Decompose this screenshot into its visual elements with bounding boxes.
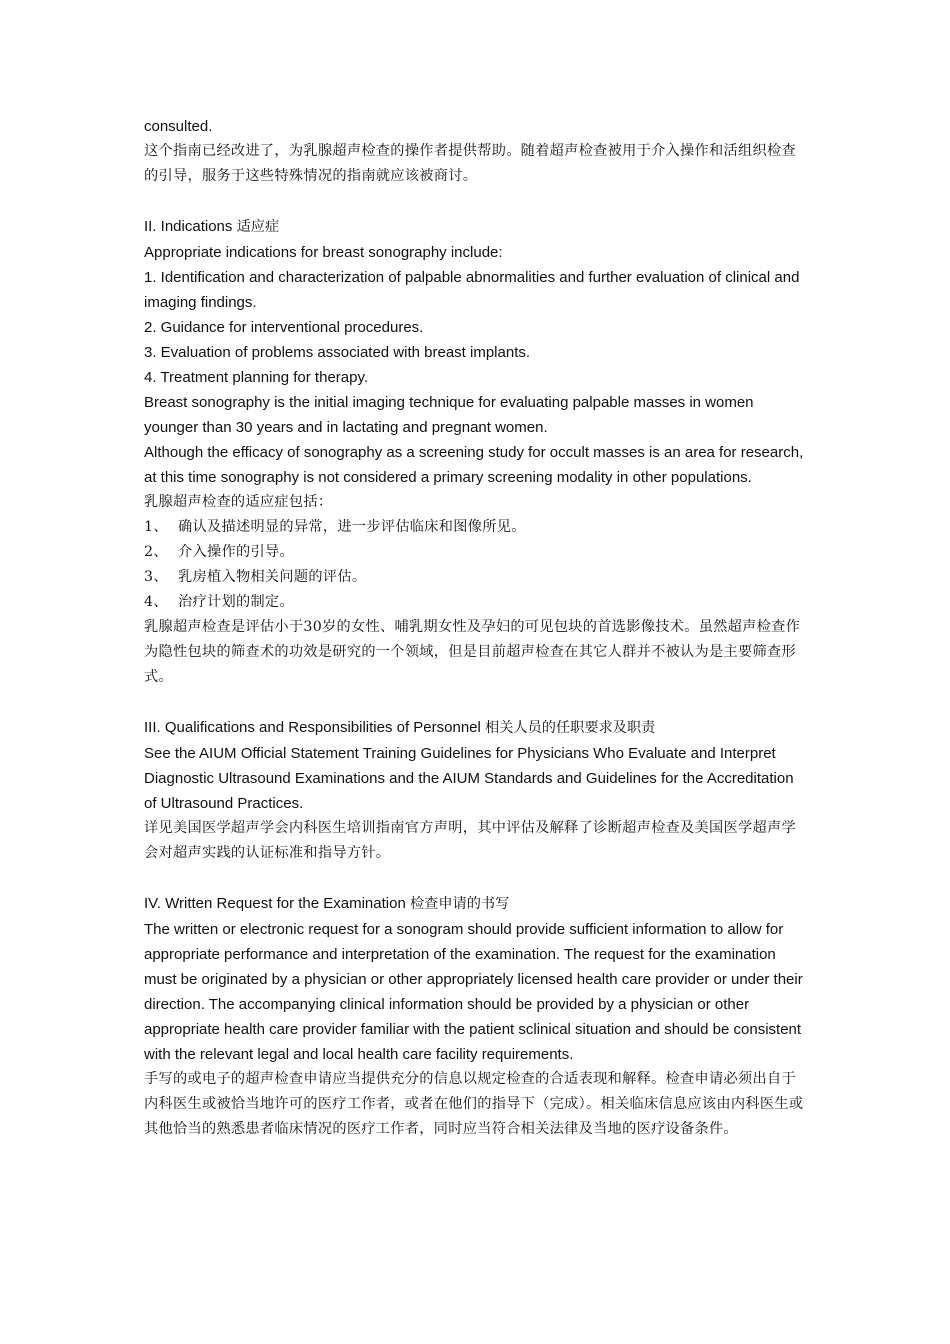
request-heading — [144, 891, 810, 917]
indications-heading-zh: 适应症 — [236, 219, 280, 235]
indications-paragraph-1: Breast sonography is the initial imaging technique for evaluating palpable masses in women younger than 30 years and in lactating and pregnant women. — [144, 394, 754, 436]
list-text: 介入操作的引导。 — [178, 544, 294, 560]
request-paragraph-zh: 手写的或电子的超声检查申请应当提供充分的信息以规定检查的合适表现和解释。检查申请必须出自于内科医生或被恰当地许可的医疗工作者，或者在他们的指导下（完成）。相关临床信息应该由内科医生或其他恰当的熟悉患者临床情况的医疗工作者，同时应当符合相关法律及当地的医疗设备条件。 — [144, 1071, 804, 1137]
indication-item-en: 1. Identification and characterization of palpable abnormalities and further evaluation of clinical and imaging findings. — [144, 269, 800, 311]
indication-item-zh — [144, 565, 810, 590]
request-heading-zh: 检查申请的书写 — [409, 896, 510, 912]
qualifications-heading-zh: 相关人员的任职要求及职责 — [485, 720, 656, 736]
qualifications-paragraph-zh: 详见美国医学超声学会内科医生培训指南官方声明，其中评估及解释了诊断超声检查及美国医学超声学会对超声实践的认证标准和指导方针。 — [144, 820, 796, 861]
list-text: 治疗计划的制定。 — [178, 594, 294, 610]
indications-intro-zh: 乳腺超声检查的适应症包括： — [144, 494, 333, 510]
indications-heading-en: II. Indications — [144, 218, 233, 235]
qualifications-heading — [144, 715, 810, 741]
indication-item-en: 3. Evaluation of problems associated with breast implants. — [144, 344, 531, 361]
qualifications-paragraph: See the AIUM Official Statement Training Guidelines for Physicians Who Evaluate and Interpret Diagnostic Ultrasound Examinations and the AIUM Standards and Guidelines for the Accreditation of Ultrasound Practices. — [144, 745, 794, 812]
top-paragraph-zh: 这个指南已经改进了，为乳腺超声检查的操作者提供帮助。随着超声检查被用于介入操作和活组织检查的引导，服务于这些特殊情况的指南就应该被商讨。 — [144, 143, 796, 184]
list-number: 3、 — [144, 569, 168, 585]
request-heading-en: IV. Written Request for the Examination — [144, 895, 406, 912]
indications-paragraph-zh: 乳腺超声检查是评估小于30岁的女性、哺乳期女性及孕妇的可见包块的首选影像技术。虽然超声检查作为隐性包块的筛查术的功效是研究的一个领域，但是目前超声检查在其它人群并不被认为是主要筛查形式。 — [144, 619, 801, 685]
request-paragraph: The written or electronic request for a sonogram should provide sufficient information to allow for appropriate performance and interpretation of the examination. The request for the examination must be originated by a physician or other appropriately licensed health care provider or under their direction. The accompanying clinical information should be provided by a physician or other appropriate health care provider familiar with the patient sclinical situation and should be consistent with the relevant legal and local health care facility requirements. — [144, 921, 803, 1063]
indications-intro: Appropriate indications for breast sonography include: — [144, 244, 503, 261]
list-number: 2、 — [144, 544, 168, 560]
indication-item-zh — [144, 590, 810, 615]
indication-item-zh — [144, 515, 810, 540]
qualifications-heading-en: III. Qualifications and Responsibilities of Personnel — [144, 719, 481, 736]
indication-item-en: 4. Treatment planning for therapy. — [144, 369, 369, 386]
list-text: 乳房植入物相关问题的评估。 — [178, 569, 367, 585]
list-number: 1、 — [144, 519, 168, 535]
indications-paragraph-2: Although the efficacy of sonography as a screening study for occult masses is an area for research, at this time sonography is not considered a primary screening modality in other populations. — [144, 444, 804, 486]
indications-heading — [144, 214, 810, 240]
top-line: consulted. — [144, 118, 213, 135]
indication-item-zh — [144, 540, 810, 565]
document-page — [144, 114, 810, 1142]
list-number: 4、 — [144, 594, 168, 610]
list-text: 确认及描述明显的异常，进一步评估临床和图像所见。 — [178, 519, 526, 535]
indication-item-en: 2. Guidance for interventional procedures. — [144, 319, 424, 336]
